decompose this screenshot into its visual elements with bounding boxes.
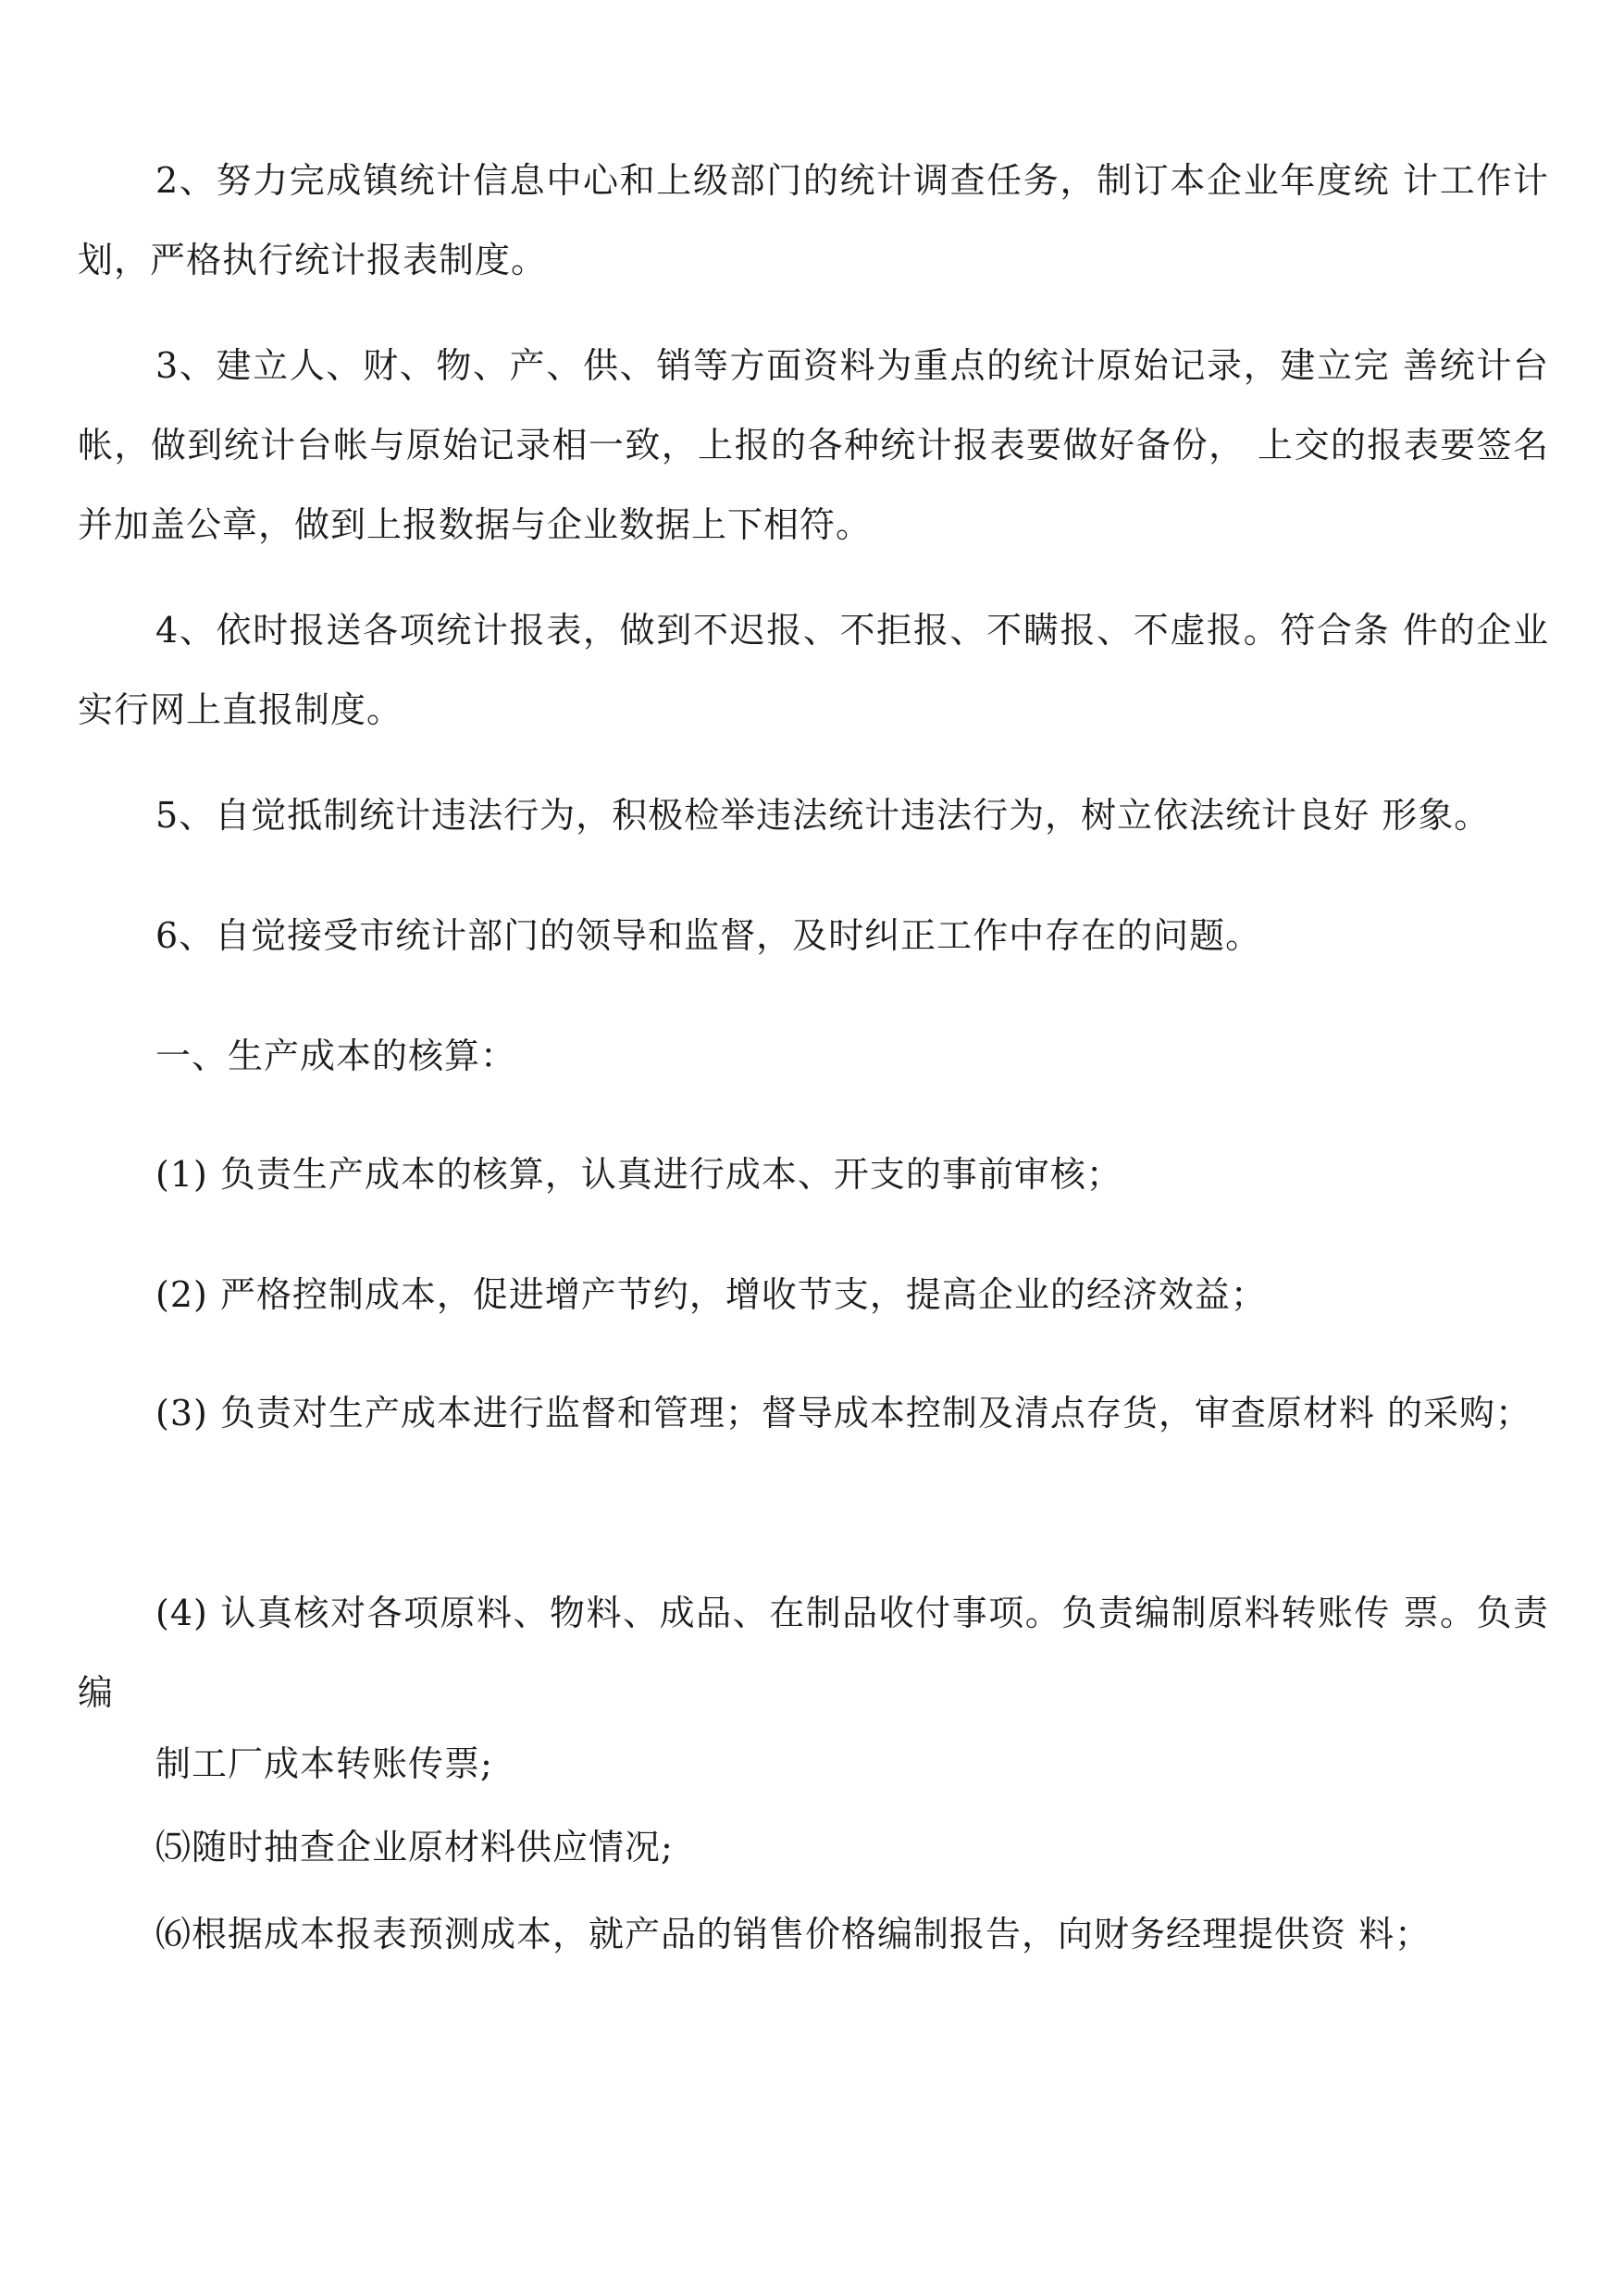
list-item-3: (3) 负责对生产成本进行监督和管理；督导成本控制及清点存货，审查原材料 的采购； (155, 1393, 1531, 1433)
paragraph-2: 2、努力完成镇统计信息中心和上级部门的统计调查任务，制订本企业年度统 计工作计划，严格执行统计报表制度。 (78, 160, 1549, 280)
section-heading-production-cost: 一、生产成本的核算： (155, 1036, 517, 1076)
list-item-4-continuation: 制工厂成本转账传票; (155, 1743, 493, 1784)
list-item-5: ⑸随时抽查企业原材料供应情况; (155, 1827, 674, 1867)
paragraph-6: 6、自觉接受市统计部门的领导和监督，及时纠正工作中存在的问题。 (155, 915, 1262, 956)
paragraph-4: 4、依时报送各项统计报表，做到不迟报、不拒报、不瞒报、不虚报。符合条 件的企业实行网上直报制度。 (78, 610, 1549, 730)
list-item-6: ⑹根据成本报表预测成本，就产品的销售价格编制报告，向财务经理提供资 料； (155, 1914, 1432, 1954)
list-item-1: (1) 负责生产成本的核算，认真进行成本、开支的事前审核； (155, 1154, 1122, 1195)
list-item-4: (4) 认真核对各项原料、物料、成品、在制品收付事项。负责编制原料转账传 票。负责编 (78, 1593, 1549, 1713)
paragraph-5: 5、自觉抵制统计违法行为，积极检举违法统计违法行为，树立依法统计良好 形象。 (155, 795, 1491, 836)
list-item-2: (2) 严格控制成本，促进增产节约，增收节支，提高企业的经济效益； (155, 1274, 1267, 1315)
paragraph-3: 3、建立人、财、物、产、供、销等方面资料为重点的统计原始记录，建立完 善统计台帐，做到统计台帐与原始记录相一致，上报的各种统计报表要做好备份， 上交的报表要签名并加盖公章，做到上报数据与企业数据上下相符。 (78, 345, 1549, 545)
